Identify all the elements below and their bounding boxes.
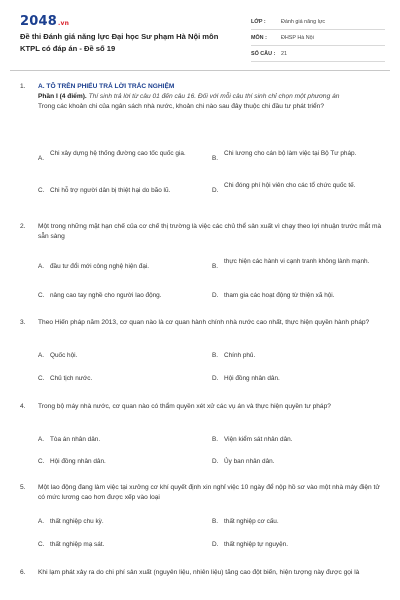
document-title: Đề thi Đánh giá năng lực Đại học Sư phạm Hà Nội môn KTPL có đáp án - Đề số 19 [20, 32, 219, 53]
option-letter: C. [38, 187, 45, 194]
option-letter: D. [212, 458, 219, 465]
logo-suffix: .vn [57, 20, 70, 27]
meta-row-count [251, 46, 385, 62]
option-letter: C. [38, 292, 45, 299]
page-header [0, 0, 400, 66]
option-letter: B. [212, 518, 219, 525]
meta-value: Đánh giá năng lực [281, 18, 326, 25]
option-text: Chủ tịch nước. [50, 375, 93, 382]
option-text: Quốc hội. [50, 352, 78, 359]
question-text: Một trong những mặt hạn chế của cơ chế thị trường là việc các chủ thể sản xuất vì chạy theo lợi nhuận trước mắt mà sẵn sàng [38, 223, 382, 240]
section-title: A. TÔ TRÊN PHIẾU TRẢ LỜI TRẮC NGHIỆM [38, 83, 175, 90]
question-number: 5. [20, 484, 26, 491]
question-number: 6. [20, 569, 26, 576]
option-text: Chi xây dựng hệ thống đường cao tốc quốc gia. [50, 150, 186, 157]
option-letter: D. [212, 375, 219, 382]
header-divider [10, 70, 390, 71]
question-body [38, 82, 385, 112]
question-text: Theo Hiến pháp năm 2013, cơ quan nào là cơ quan hành chính nhà nước cao nhất, thực hiện quyền hành pháp? [38, 319, 370, 326]
meta-value: 21 [281, 50, 287, 57]
question-number: 1. [20, 83, 26, 90]
option-text: đầu tư đổi mới công nghệ hiện đại. [50, 263, 150, 270]
option-letter: C. [38, 541, 45, 548]
option-letter: C. [38, 458, 45, 465]
meta-row-class [251, 14, 385, 30]
option-letter: A. [38, 263, 45, 270]
option-text: tham gia các hoạt động từ thiện xã hội. [224, 292, 335, 299]
meta-key: SỐ CÂU : [251, 50, 276, 57]
option-letter: A. [38, 518, 45, 525]
option-text: Ủy ban nhân dân. [224, 458, 275, 465]
option-text: thất nghiệp tự nguyện. [224, 541, 288, 548]
option-text: thất nghiệp chu kỳ. [50, 518, 104, 525]
option-text: nâng cao tay nghề cho người lao động. [50, 292, 162, 299]
part-note: Thí sinh trả lời từ câu 01 đến câu 16. Đối với mỗi câu thí sinh chỉ chọn một phương án [88, 93, 340, 100]
option-text: Chính phủ. [224, 352, 256, 359]
option-letter: A. [38, 155, 45, 162]
option-letter: B. [212, 263, 219, 270]
option-text: Hội đồng nhân dân. [50, 458, 106, 465]
meta-key: LỚP : [251, 18, 266, 25]
option-letter: C. [38, 375, 45, 382]
question-text: Khi lạm phát xảy ra do chi phí sản xuất (nguyên liệu, nhiên liệu) tăng cao đột biến, hiện tượng này được gọi là [38, 569, 360, 576]
option-text: Tòa án nhân dân. [50, 436, 101, 443]
option-letter: D. [212, 187, 219, 194]
question-number: 4. [20, 403, 26, 410]
option-letter: B. [212, 155, 219, 162]
meta-value: ĐHSP Hà Nội [281, 34, 314, 41]
part-label: Phần I (4 điểm). [38, 93, 87, 100]
question-number: 2. [20, 223, 26, 230]
option-text: Hội đồng nhân dân. [224, 375, 280, 382]
option-text: thất nghiệp cơ cấu. [224, 518, 279, 525]
option-text: Chi lương cho cán bộ làm việc tại Bộ Tư pháp. [224, 150, 357, 157]
option-text: thực hiện các hành vi cạnh tranh không lành mạnh. [224, 258, 370, 265]
meta-row-subject [251, 30, 385, 46]
site-logo[interactable] [20, 14, 69, 29]
meta-table [251, 14, 385, 62]
option-letter: D. [212, 541, 219, 548]
option-letter: A. [38, 436, 45, 443]
option-text: Chi đóng phí hội viên cho các tổ chức quốc tế. [224, 182, 356, 189]
option-letter: B. [212, 436, 219, 443]
option-text: Viện kiểm sát nhân dân. [224, 436, 293, 443]
option-letter: A. [38, 352, 45, 359]
option-text: Chi hỗ trợ người dân bị thiệt hại do bão lũ. [50, 187, 171, 194]
question-text: Trong bộ máy nhà nước, cơ quan nào có thẩm quyền xét xử các vụ án và thực hiện quyền tư pháp? [38, 403, 331, 410]
logo-text: 2048 [20, 14, 57, 29]
meta-key: MÔN : [251, 34, 267, 41]
question-text: Trong các khoản chi của ngân sách nhà nước, khoản chi nào sau đây thuộc chi đầu tư phát triển? [38, 103, 324, 110]
option-letter: D. [212, 292, 219, 299]
option-letter: B. [212, 352, 219, 359]
question-text: Một lao động đang làm việc tại xưởng cơ khí quyết định xin nghỉ việc 10 ngày để nộp hồ sơ vào một nhà máy điện tử có mức lương cao hơn được xếp vào loại [38, 484, 380, 501]
part-instructions [38, 92, 385, 102]
question-number: 3. [20, 319, 26, 326]
option-text: thất nghiệp mạ sát. [50, 541, 105, 548]
